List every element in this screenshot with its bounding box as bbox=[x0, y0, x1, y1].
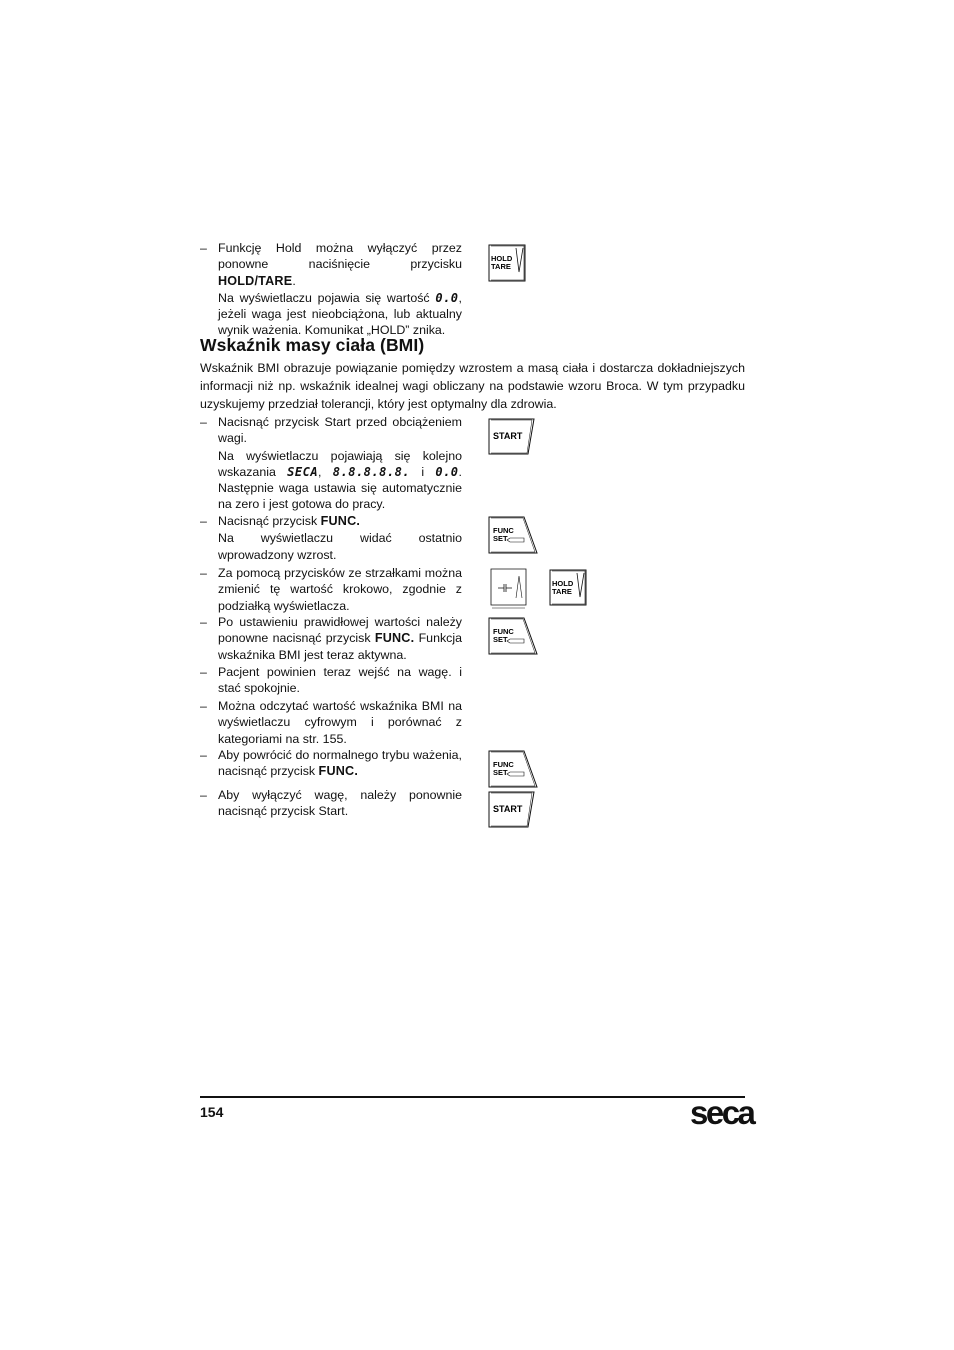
item-text: , jeżeli waga jest nieobciążona, lub aktualny wynik ważenia. Komunikat „HOLD” znika. bbox=[218, 290, 462, 338]
start-label: START bbox=[493, 804, 523, 814]
list-item-step-3 bbox=[200, 565, 462, 614]
tare-label: TARE bbox=[491, 262, 511, 271]
item-text: Pacjent powinien teraz wejść na wagę. i stać spokojnie. bbox=[218, 665, 462, 696]
display-readout-zero: 0.0 bbox=[435, 464, 459, 479]
display-readout-zero: 0.0 bbox=[435, 290, 459, 305]
list-item-hold-off bbox=[200, 240, 462, 339]
section-title: Wskaźnik masy ciała (BMI) bbox=[200, 335, 425, 355]
item-text: Funkcję Hold można wyłączyć przez ponowne naciśnięcie przycisku bbox=[218, 241, 462, 272]
list-dash: – bbox=[200, 241, 207, 255]
list-dash: – bbox=[200, 665, 207, 679]
set-label: SET bbox=[493, 768, 508, 777]
key-label-hold-tare: HOLD/TARE bbox=[218, 273, 293, 288]
item-text: Za pomocą przycisków ze strzałkami można zmienić tę wartość krokowo, zgodnie z podziałką wyświetlacza. bbox=[218, 566, 462, 613]
display-readout-seca: SECA bbox=[287, 464, 319, 479]
key-label-func: FUNC. bbox=[374, 631, 415, 646]
item-text: Można odczytać wartość wskaźnika BMI na wyświetlaczu cyfrowym i porównać z kategoriami na str. 155. bbox=[218, 699, 462, 746]
func-label: FUNC bbox=[493, 526, 514, 535]
list-dash: – bbox=[200, 748, 207, 762]
tare-label: TARE bbox=[552, 587, 572, 596]
hold-label: HOLD bbox=[552, 579, 574, 588]
list-dash: – bbox=[200, 566, 207, 580]
item-text: Na wyświetlaczu widać ostatnio wprowadzony wzrost. bbox=[218, 531, 462, 562]
item-text: Funkcja wskaźnika BMI jest teraz aktywna. bbox=[218, 631, 462, 662]
list-dash: – bbox=[200, 415, 207, 429]
hold-label: HOLD bbox=[491, 254, 513, 263]
func-label: FUNC bbox=[493, 760, 514, 769]
list-dash: – bbox=[200, 514, 207, 528]
list-item-step-5 bbox=[200, 664, 462, 697]
func-set-button-3[interactable] bbox=[488, 750, 540, 790]
list-item-step-8 bbox=[200, 787, 462, 820]
set-label: SET bbox=[493, 635, 508, 644]
display-readout-test: 8.8.8.8.8. bbox=[332, 464, 411, 479]
set-label: SET bbox=[493, 534, 508, 543]
item-text: Nacisnąć przycisk Start przed obciążeniem wagi. bbox=[218, 415, 462, 446]
seca-logo: seca bbox=[690, 1094, 754, 1131]
item-text: Po ustawieniu prawidłowej wartości należy ponowne nacisnąć przycisk bbox=[218, 615, 462, 646]
item-text: . Następnie waga ustawia się automatycznie na zero i jest gotowa do pracy. bbox=[218, 464, 462, 512]
func-set-button-2[interactable] bbox=[488, 617, 540, 657]
list-item-step-2 bbox=[200, 513, 462, 563]
func-set-button[interactable] bbox=[488, 516, 540, 556]
item-text: Na wyświetlaczu pojawiają się kolejno wskazania bbox=[218, 448, 462, 479]
item-text: Na wyświetlaczu pojawia się wartość bbox=[218, 290, 436, 305]
list-item-step-4 bbox=[200, 614, 462, 663]
start-button-2[interactable] bbox=[488, 791, 538, 829]
list-item-step-1 bbox=[200, 414, 462, 513]
list-item-step-7 bbox=[200, 747, 462, 780]
separator: i bbox=[410, 464, 436, 479]
key-label-func: FUNC. bbox=[318, 764, 359, 779]
item-text: Nacisnąć przycisk bbox=[218, 514, 321, 528]
separator: , bbox=[318, 464, 333, 479]
arrow-down-button[interactable] bbox=[490, 568, 528, 610]
func-label: FUNC bbox=[493, 627, 514, 636]
hold-tare-button[interactable] bbox=[488, 244, 528, 282]
start-label: START bbox=[493, 431, 523, 441]
list-dash: – bbox=[200, 615, 207, 629]
item-text: Aby powrócić do normalnego trybu ważenia, nacisnąć przycisk bbox=[218, 748, 462, 779]
footer-rule bbox=[200, 1096, 745, 1098]
key-label-func: FUNC. bbox=[320, 514, 361, 528]
start-button[interactable] bbox=[488, 418, 538, 456]
section-paragraph: Wskaźnik BMI obrazuje powiązanie pomiędzy wzrostem a masą ciała i dostarcza dokładniejszych informacji niż np. wskaźnik idealnej wagi obliczany na podstawie wzoru Broca. W tym przypadku uzyskujemy przedział tolerancji, który jest optymalny dla zdrowia. bbox=[200, 361, 745, 411]
item-text-end: . bbox=[292, 273, 296, 288]
list-item-step-6 bbox=[200, 698, 462, 747]
item-text: Aby wyłączyć wagę, należy ponownie nacisnąć przycisk Start. bbox=[218, 788, 462, 819]
hold-tare-button-up[interactable] bbox=[549, 569, 589, 607]
page-number: 154 bbox=[200, 1104, 224, 1120]
list-dash: – bbox=[200, 788, 207, 802]
list-dash: – bbox=[200, 699, 207, 713]
